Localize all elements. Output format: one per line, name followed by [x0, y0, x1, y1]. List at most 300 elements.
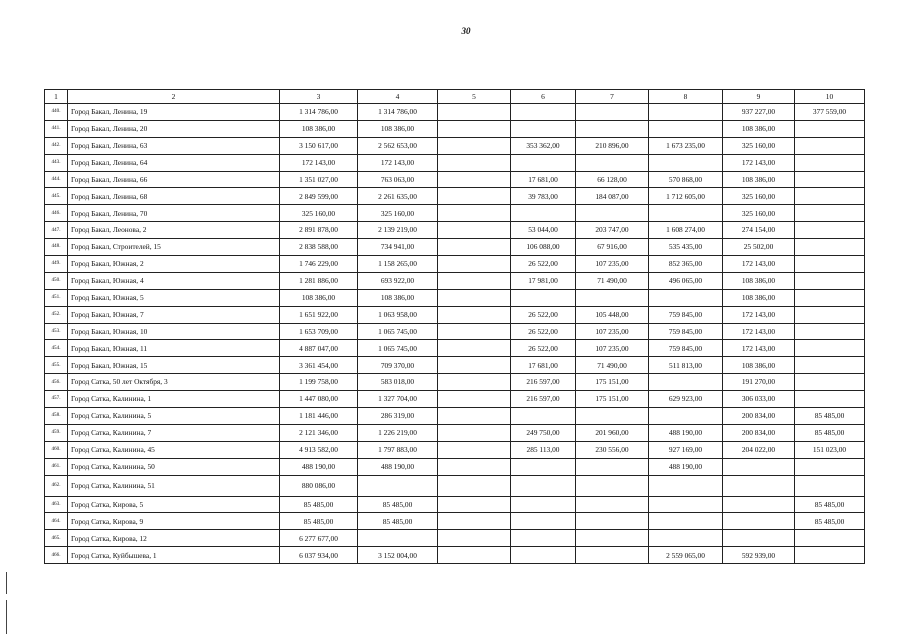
- address-cell: Город Бакал, Южная, 4: [68, 272, 280, 289]
- column-header-4: 4: [358, 90, 438, 104]
- value-cell-col7: 230 556,00: [576, 441, 649, 458]
- value-cell-col7: 203 747,00: [576, 222, 649, 239]
- value-cell-col10: [795, 374, 865, 391]
- address-cell: Город Сатка, Калинина, 50: [68, 458, 280, 475]
- value-cell-col7: 201 960,00: [576, 424, 649, 441]
- value-cell-col9: 191 270,00: [723, 374, 795, 391]
- table-row: [45, 475, 865, 496]
- value-cell-col7: [576, 475, 649, 496]
- table-row: [45, 306, 865, 323]
- value-cell-col8: [649, 154, 723, 171]
- value-cell-col9: [723, 458, 795, 475]
- address-cell: Город Бакал, Леонова, 2: [68, 222, 280, 239]
- value-cell-col6: 26 522,00: [511, 306, 576, 323]
- address-cell: Город Бакал, Строителей, 15: [68, 239, 280, 256]
- value-cell-col4: 709 370,00: [358, 357, 438, 374]
- value-cell-col10: [795, 154, 865, 171]
- address-cell: Город Бакал, Ленина, 63: [68, 137, 280, 154]
- row-number-cell: 450.: [45, 272, 68, 289]
- value-cell-col5: [438, 340, 511, 357]
- address-cell: Город Бакал, Южная, 11: [68, 340, 280, 357]
- value-cell-col7: [576, 289, 649, 306]
- row-number-cell: 457.: [45, 391, 68, 408]
- value-cell-col5: [438, 306, 511, 323]
- value-cell-col10: [795, 475, 865, 496]
- value-cell-col9: 172 143,00: [723, 306, 795, 323]
- value-cell-col7: [576, 104, 649, 121]
- value-cell-col10: 85 485,00: [795, 424, 865, 441]
- row-number-cell: 454.: [45, 340, 68, 357]
- value-cell-col9: 204 022,00: [723, 441, 795, 458]
- value-cell-col6: [511, 530, 576, 547]
- table-row: [45, 323, 865, 340]
- value-cell-col3: 4 913 582,00: [280, 441, 358, 458]
- value-cell-col5: [438, 547, 511, 564]
- value-cell-col8: [649, 205, 723, 222]
- column-header-1: 1: [45, 90, 68, 104]
- value-cell-col6: [511, 104, 576, 121]
- row-number-cell: 461.: [45, 458, 68, 475]
- value-cell-col4: 172 143,00: [358, 154, 438, 171]
- value-cell-col10: [795, 137, 865, 154]
- value-cell-col5: [438, 205, 511, 222]
- value-cell-col10: [795, 306, 865, 323]
- value-cell-col3: 108 386,00: [280, 120, 358, 137]
- value-cell-col8: [649, 120, 723, 137]
- value-cell-col4: 1 065 745,00: [358, 323, 438, 340]
- value-cell-col5: [438, 374, 511, 391]
- row-number-cell: 463.: [45, 496, 68, 513]
- address-cell: Город Сатка, Кирова, 9: [68, 513, 280, 530]
- value-cell-col10: [795, 256, 865, 273]
- table-row: [45, 104, 865, 121]
- value-cell-col3: 172 143,00: [280, 154, 358, 171]
- row-number-cell: 460.: [45, 441, 68, 458]
- address-cell: Город Бакал, Ленина, 66: [68, 171, 280, 188]
- value-cell-col7: 107 235,00: [576, 323, 649, 340]
- address-cell: Город Сатка, Калинина, 1: [68, 391, 280, 408]
- value-cell-col3: 2 121 346,00: [280, 424, 358, 441]
- value-cell-col10: [795, 547, 865, 564]
- value-cell-col8: 1 712 605,00: [649, 188, 723, 205]
- row-number-cell: 443.: [45, 154, 68, 171]
- row-number-cell: 464.: [45, 513, 68, 530]
- value-cell-col9: 108 386,00: [723, 120, 795, 137]
- value-cell-col7: 175 151,00: [576, 391, 649, 408]
- address-cell: Город Сатка, Куйбышева, 1: [68, 547, 280, 564]
- value-cell-col10: [795, 272, 865, 289]
- row-number-cell: 449.: [45, 256, 68, 273]
- value-cell-col6: [511, 513, 576, 530]
- value-cell-col4: 488 190,00: [358, 458, 438, 475]
- value-cell-col6: 53 044,00: [511, 222, 576, 239]
- address-cell: Город Бакал, Ленина, 68: [68, 188, 280, 205]
- value-cell-col10: [795, 458, 865, 475]
- value-cell-col3: 4 887 047,00: [280, 340, 358, 357]
- value-cell-col4: 1 327 704,00: [358, 391, 438, 408]
- value-cell-col3: 85 485,00: [280, 496, 358, 513]
- value-cell-col10: [795, 239, 865, 256]
- value-cell-col7: [576, 408, 649, 425]
- value-cell-col5: [438, 120, 511, 137]
- value-cell-col5: [438, 530, 511, 547]
- table-header-row: [45, 90, 865, 104]
- value-cell-col5: [438, 272, 511, 289]
- value-cell-col10: [795, 289, 865, 306]
- value-cell-col3: 85 485,00: [280, 513, 358, 530]
- value-cell-col8: [649, 374, 723, 391]
- table-row: [45, 357, 865, 374]
- value-cell-col4: 2 562 653,00: [358, 137, 438, 154]
- value-cell-col5: [438, 289, 511, 306]
- value-cell-col6: [511, 408, 576, 425]
- value-cell-col9: 592 939,00: [723, 547, 795, 564]
- value-cell-col4: 1 797 883,00: [358, 441, 438, 458]
- table-body: [45, 104, 865, 564]
- value-cell-col3: 1 351 027,00: [280, 171, 358, 188]
- row-number-cell: 448.: [45, 239, 68, 256]
- value-cell-col8: [649, 104, 723, 121]
- value-cell-col8: [649, 408, 723, 425]
- table-row: [45, 340, 865, 357]
- value-cell-col4: 1 158 265,00: [358, 256, 438, 273]
- value-cell-col4: 85 485,00: [358, 513, 438, 530]
- column-header-3: 3: [280, 90, 358, 104]
- value-cell-col5: [438, 323, 511, 340]
- value-cell-col3: 1 314 786,00: [280, 104, 358, 121]
- value-cell-col3: 1 281 886,00: [280, 272, 358, 289]
- value-cell-col3: 108 386,00: [280, 289, 358, 306]
- table-row: [45, 374, 865, 391]
- table-row: [45, 441, 865, 458]
- row-number-cell: 445.: [45, 188, 68, 205]
- value-cell-col10: [795, 530, 865, 547]
- address-cell: Город Сатка, Кирова, 12: [68, 530, 280, 547]
- value-cell-col3: 2 849 599,00: [280, 188, 358, 205]
- column-header-8: 8: [649, 90, 723, 104]
- value-cell-col3: 488 190,00: [280, 458, 358, 475]
- value-cell-col3: 6 037 934,00: [280, 547, 358, 564]
- value-cell-col9: 108 386,00: [723, 289, 795, 306]
- value-cell-col6: 106 088,00: [511, 239, 576, 256]
- value-cell-col9: [723, 513, 795, 530]
- value-cell-col5: [438, 137, 511, 154]
- value-cell-col6: 26 522,00: [511, 256, 576, 273]
- value-cell-col4: 325 160,00: [358, 205, 438, 222]
- value-cell-col8: 927 169,00: [649, 441, 723, 458]
- address-cell: Город Бакал, Южная, 15: [68, 357, 280, 374]
- table-row: [45, 188, 865, 205]
- address-cell: Город Сатка, Калинина, 45: [68, 441, 280, 458]
- column-header-10: 10: [795, 90, 865, 104]
- row-number-cell: 440.: [45, 104, 68, 121]
- value-cell-col7: [576, 530, 649, 547]
- margin-mark: [6, 572, 7, 594]
- value-cell-col5: [438, 391, 511, 408]
- column-header-6: 6: [511, 90, 576, 104]
- table-row: [45, 513, 865, 530]
- value-cell-col7: 71 490,00: [576, 272, 649, 289]
- value-cell-col7: [576, 496, 649, 513]
- value-cell-col6: [511, 475, 576, 496]
- margin-mark: [6, 600, 7, 634]
- value-cell-col4: 85 485,00: [358, 496, 438, 513]
- row-number-cell: 447.: [45, 222, 68, 239]
- column-header-9: 9: [723, 90, 795, 104]
- value-cell-col5: [438, 475, 511, 496]
- value-cell-col9: 274 154,00: [723, 222, 795, 239]
- value-cell-col7: 107 235,00: [576, 340, 649, 357]
- table-row: [45, 424, 865, 441]
- value-cell-col3: 2 891 878,00: [280, 222, 358, 239]
- value-cell-col4: 1 226 219,00: [358, 424, 438, 441]
- value-cell-col9: 172 143,00: [723, 323, 795, 340]
- table-row: [45, 171, 865, 188]
- value-cell-col10: 151 023,00: [795, 441, 865, 458]
- value-cell-col5: [438, 458, 511, 475]
- value-cell-col8: 496 065,00: [649, 272, 723, 289]
- value-cell-col5: [438, 154, 511, 171]
- value-cell-col8: 535 435,00: [649, 239, 723, 256]
- value-cell-col9: [723, 496, 795, 513]
- value-cell-col8: 759 845,00: [649, 340, 723, 357]
- row-number-cell: 466.: [45, 547, 68, 564]
- value-cell-col6: [511, 547, 576, 564]
- value-cell-col3: 1 653 709,00: [280, 323, 358, 340]
- value-cell-col8: 488 190,00: [649, 424, 723, 441]
- value-cell-col9: 325 160,00: [723, 205, 795, 222]
- value-cell-col3: 1 199 758,00: [280, 374, 358, 391]
- row-number-cell: 452.: [45, 306, 68, 323]
- value-cell-col5: [438, 239, 511, 256]
- row-number-cell: 441.: [45, 120, 68, 137]
- value-cell-col3: 3 361 454,00: [280, 357, 358, 374]
- value-cell-col5: [438, 222, 511, 239]
- address-cell: Город Бакал, Южная, 7: [68, 306, 280, 323]
- value-cell-col6: 249 750,00: [511, 424, 576, 441]
- value-cell-col8: [649, 530, 723, 547]
- address-cell: Город Сатка, 50 лет Октября, 3: [68, 374, 280, 391]
- table-row: [45, 272, 865, 289]
- value-cell-col4: 1 063 958,00: [358, 306, 438, 323]
- value-cell-col7: [576, 205, 649, 222]
- value-cell-col8: 511 813,00: [649, 357, 723, 374]
- value-cell-col5: [438, 408, 511, 425]
- value-cell-col3: 880 086,00: [280, 475, 358, 496]
- row-number-cell: 462.: [45, 475, 68, 496]
- table-row: [45, 289, 865, 306]
- value-cell-col10: [795, 340, 865, 357]
- value-cell-col7: 184 087,00: [576, 188, 649, 205]
- value-cell-col8: 1 673 235,00: [649, 137, 723, 154]
- column-header-2: 2: [68, 90, 280, 104]
- value-cell-col6: 39 783,00: [511, 188, 576, 205]
- value-cell-col10: 85 485,00: [795, 408, 865, 425]
- row-number-cell: 459.: [45, 424, 68, 441]
- table-row: [45, 222, 865, 239]
- table-row: [45, 547, 865, 564]
- value-cell-col9: 108 386,00: [723, 357, 795, 374]
- value-cell-col5: [438, 513, 511, 530]
- address-cell: Город Сатка, Калинина, 51: [68, 475, 280, 496]
- column-header-5: 5: [438, 90, 511, 104]
- value-cell-col7: [576, 513, 649, 530]
- row-number-cell: 465.: [45, 530, 68, 547]
- value-cell-col5: [438, 424, 511, 441]
- value-cell-col6: [511, 205, 576, 222]
- address-cell: Город Сатка, Кирова, 5: [68, 496, 280, 513]
- value-cell-col6: [511, 289, 576, 306]
- value-cell-col10: 377 559,00: [795, 104, 865, 121]
- value-cell-col9: 172 143,00: [723, 340, 795, 357]
- value-cell-col6: 17 681,00: [511, 357, 576, 374]
- value-cell-col8: 852 365,00: [649, 256, 723, 273]
- value-cell-col7: [576, 120, 649, 137]
- table-row: [45, 239, 865, 256]
- value-cell-col4: 108 386,00: [358, 120, 438, 137]
- value-cell-col10: [795, 357, 865, 374]
- table-row: [45, 256, 865, 273]
- value-cell-col10: [795, 188, 865, 205]
- value-cell-col8: 759 845,00: [649, 323, 723, 340]
- value-cell-col9: 200 834,00: [723, 408, 795, 425]
- value-cell-col9: 325 160,00: [723, 137, 795, 154]
- value-cell-col9: 172 143,00: [723, 154, 795, 171]
- value-cell-col6: [511, 458, 576, 475]
- value-cell-col4: [358, 475, 438, 496]
- value-cell-col6: [511, 154, 576, 171]
- value-cell-col9: [723, 475, 795, 496]
- address-cell: Город Бакал, Южная, 5: [68, 289, 280, 306]
- value-cell-col7: [576, 154, 649, 171]
- value-cell-col7: 107 235,00: [576, 256, 649, 273]
- table-row: [45, 496, 865, 513]
- value-cell-col6: 285 113,00: [511, 441, 576, 458]
- address-cell: Город Бакал, Ленина, 19: [68, 104, 280, 121]
- table-row: [45, 408, 865, 425]
- row-number-cell: 455.: [45, 357, 68, 374]
- value-cell-col10: 85 485,00: [795, 496, 865, 513]
- value-cell-col9: 25 502,00: [723, 239, 795, 256]
- value-cell-col10: [795, 205, 865, 222]
- value-cell-col10: [795, 120, 865, 137]
- address-cell: Город Сатка, Калинина, 5: [68, 408, 280, 425]
- value-cell-col6: [511, 120, 576, 137]
- value-cell-col4: 734 941,00: [358, 239, 438, 256]
- value-cell-col9: 325 160,00: [723, 188, 795, 205]
- value-cell-col3: 1 447 080,00: [280, 391, 358, 408]
- value-cell-col4: 2 261 635,00: [358, 188, 438, 205]
- row-number-cell: 446.: [45, 205, 68, 222]
- value-cell-col7: 105 448,00: [576, 306, 649, 323]
- value-cell-col5: [438, 188, 511, 205]
- value-cell-col8: [649, 496, 723, 513]
- address-cell: Город Бакал, Ленина, 64: [68, 154, 280, 171]
- value-cell-col3: 1 181 446,00: [280, 408, 358, 425]
- value-cell-col9: 108 386,00: [723, 171, 795, 188]
- value-cell-col10: 85 485,00: [795, 513, 865, 530]
- value-cell-col3: 1 651 922,00: [280, 306, 358, 323]
- value-cell-col7: 66 128,00: [576, 171, 649, 188]
- value-cell-col9: 172 143,00: [723, 256, 795, 273]
- table-row: [45, 205, 865, 222]
- value-cell-col8: [649, 475, 723, 496]
- value-cell-col7: 71 490,00: [576, 357, 649, 374]
- value-cell-col3: 2 838 588,00: [280, 239, 358, 256]
- value-cell-col10: [795, 323, 865, 340]
- value-cell-col8: 2 559 065,00: [649, 547, 723, 564]
- value-cell-col3: 325 160,00: [280, 205, 358, 222]
- row-number-cell: 456.: [45, 374, 68, 391]
- table-row: [45, 120, 865, 137]
- value-cell-col4: 763 063,00: [358, 171, 438, 188]
- value-cell-col9: 200 834,00: [723, 424, 795, 441]
- value-cell-col3: 3 150 617,00: [280, 137, 358, 154]
- address-cell: Город Бакал, Ленина, 70: [68, 205, 280, 222]
- value-cell-col4: 583 018,00: [358, 374, 438, 391]
- value-cell-col5: [438, 441, 511, 458]
- address-cell: Город Бакал, Южная, 10: [68, 323, 280, 340]
- row-number-cell: 444.: [45, 171, 68, 188]
- value-cell-col7: [576, 458, 649, 475]
- value-cell-col7: [576, 547, 649, 564]
- table-row: [45, 391, 865, 408]
- value-cell-col5: [438, 357, 511, 374]
- value-cell-col9: [723, 530, 795, 547]
- value-cell-col8: 629 923,00: [649, 391, 723, 408]
- value-cell-col5: [438, 104, 511, 121]
- value-cell-col10: [795, 171, 865, 188]
- value-cell-col6: 216 597,00: [511, 374, 576, 391]
- value-cell-col4: 108 386,00: [358, 289, 438, 306]
- value-cell-col4: [358, 530, 438, 547]
- value-cell-col8: 488 190,00: [649, 458, 723, 475]
- value-cell-col8: 759 845,00: [649, 306, 723, 323]
- value-cell-col6: 26 522,00: [511, 323, 576, 340]
- value-cell-col6: 17 681,00: [511, 171, 576, 188]
- value-cell-col9: 306 033,00: [723, 391, 795, 408]
- value-cell-col3: 1 746 229,00: [280, 256, 358, 273]
- value-cell-col4: 2 139 219,00: [358, 222, 438, 239]
- value-cell-col6: 26 522,00: [511, 340, 576, 357]
- address-cell: Город Бакал, Южная, 2: [68, 256, 280, 273]
- value-cell-col5: [438, 496, 511, 513]
- data-table: [44, 89, 865, 564]
- row-number-cell: 442.: [45, 137, 68, 154]
- value-cell-col8: 570 868,00: [649, 171, 723, 188]
- value-cell-col7: 210 896,00: [576, 137, 649, 154]
- value-cell-col3: 6 277 677,00: [280, 530, 358, 547]
- value-cell-col6: 216 597,00: [511, 391, 576, 408]
- address-cell: Город Бакал, Ленина, 20: [68, 120, 280, 137]
- value-cell-col4: 1 314 786,00: [358, 104, 438, 121]
- table-row: [45, 154, 865, 171]
- page-number: 30: [461, 26, 471, 36]
- value-cell-col10: [795, 222, 865, 239]
- address-cell: Город Сатка, Калинина, 7: [68, 424, 280, 441]
- value-cell-col4: 1 065 745,00: [358, 340, 438, 357]
- value-cell-col8: [649, 289, 723, 306]
- value-cell-col6: [511, 496, 576, 513]
- column-header-7: 7: [576, 90, 649, 104]
- table-row: [45, 530, 865, 547]
- table-row: [45, 458, 865, 475]
- row-number-cell: 458.: [45, 408, 68, 425]
- value-cell-col8: [649, 513, 723, 530]
- row-number-cell: 453.: [45, 323, 68, 340]
- value-cell-col9: 108 386,00: [723, 272, 795, 289]
- value-cell-col7: 67 916,00: [576, 239, 649, 256]
